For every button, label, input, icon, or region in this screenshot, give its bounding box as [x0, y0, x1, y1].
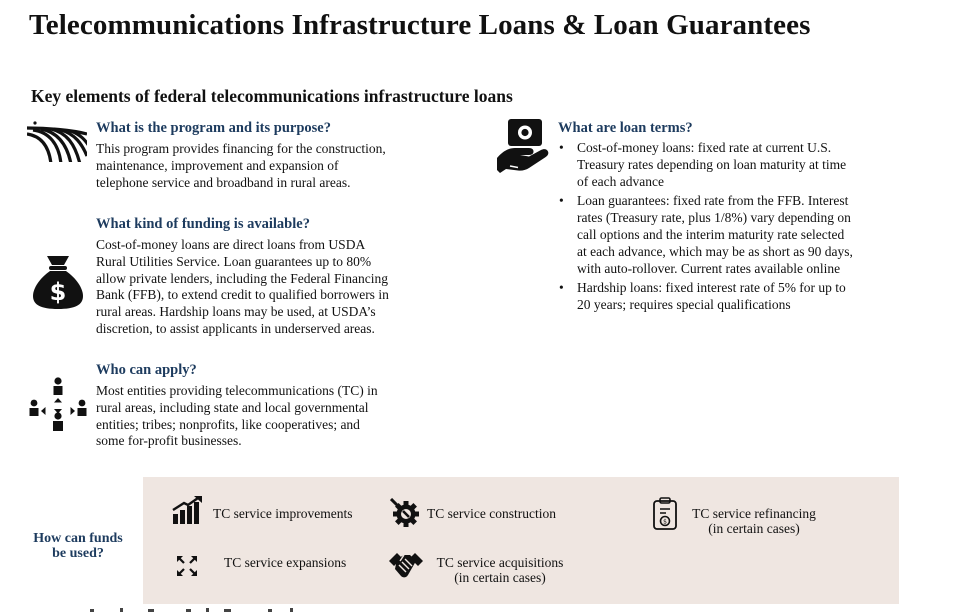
use-acquisitions	[427, 555, 573, 585]
uses-label-line: How can funds	[33, 531, 123, 546]
terms-bullet-line: 20 years; requires special qualifications	[577, 297, 791, 313]
terms-bullet-line: Cost-of-money loans: fixed rate at current U.S.	[577, 140, 832, 155]
eligibility-body	[96, 383, 436, 450]
funding-line: Bank (FFB), to extend credit to qualified borrowers in	[96, 287, 389, 303]
people-network-icon	[28, 376, 88, 432]
use-line: TC service refinancing	[692, 506, 816, 521]
terms-bullet-line: Loan guarantees: fixed rate from the FFB. Interest	[577, 193, 849, 209]
purpose-heading: What is the program and its purpose?	[96, 120, 331, 136]
eligibility-line: rural areas, including state and local governmental	[96, 399, 369, 415]
eligibility-heading: Who can apply?	[96, 362, 197, 378]
use-improvements	[213, 506, 352, 521]
terms-bullet-line: of each advance	[577, 173, 664, 189]
eligibility-line: Most entities providing telecommunications (TC) in	[96, 383, 378, 398]
bullet-glyph: •	[559, 140, 564, 155]
refinance-tag-icon	[652, 497, 680, 531]
svg-text:$: $	[49, 278, 67, 306]
purpose-body	[96, 141, 436, 191]
terms-bullet-item	[558, 140, 898, 190]
use-expansions	[224, 555, 346, 570]
gear-wrench-icon	[390, 498, 422, 530]
page-title: Telecommunications Infrastructure Loans & Loan Guarantees	[29, 9, 811, 41]
use-refinancing	[684, 506, 824, 536]
use-line: TC service acquisitions	[436, 555, 564, 570]
terms-heading: What are loan terms?	[558, 120, 693, 136]
terms-bullet-item	[558, 280, 898, 314]
uses-label	[22, 531, 134, 561]
funding-heading: What kind of funding is available?	[96, 216, 310, 232]
purpose-line: telephone service and broadband in rural areas.	[96, 174, 351, 190]
funding-line: rural areas. Hardship loans may be used, at USDA’s	[96, 304, 376, 320]
growth-chart-icon	[172, 495, 204, 525]
funding-body	[96, 237, 441, 338]
handshake-icon	[388, 548, 424, 582]
expand-arrows-icon	[176, 555, 198, 577]
svg-text:$: $	[663, 518, 667, 526]
uses-label-line: be used?	[52, 546, 104, 561]
funding-line: discretion, to assist applicants in underserved areas.	[96, 320, 375, 336]
cropped-footer-fragment	[28, 606, 328, 614]
funding-line: Cost-of-money loans are direct loans from USDA	[96, 237, 366, 252]
funding-line: allow private lenders, including the Federal Financing	[96, 270, 389, 286]
use-line: TC service expansions	[224, 555, 347, 570]
use-line: TC service improvements	[213, 506, 353, 521]
terms-bullet-list	[558, 140, 898, 317]
terms-bullet-line: rates (Treasury rate, plus 1/8%) vary depending on	[577, 210, 851, 226]
use-construction	[427, 506, 556, 521]
terms-bullet-line: Hardship loans: fixed interest rate of 5% for up to	[577, 280, 846, 296]
terms-bullet-line: Treasury rates depending on loan maturity at time	[577, 156, 847, 172]
bullet-glyph: •	[559, 193, 564, 209]
bullet-glyph: •	[559, 280, 564, 296]
use-line: (in certain cases)	[708, 521, 800, 536]
page-subtitle: Key elements of federal telecommunications infrastructure loans	[31, 86, 513, 106]
money-bag-icon	[32, 254, 84, 310]
hand-money-icon	[496, 118, 550, 174]
purpose-line: maintenance, improvement and expansion of	[96, 157, 339, 173]
terms-bullet-line: call options and the interim maturity rate selected	[577, 226, 845, 242]
terms-bullet-line: with auto-rollover. Current rates available online	[577, 260, 841, 276]
use-line: (in certain cases)	[454, 570, 546, 585]
terms-bullet-line: at each advance, which may be as short as 90 days,	[577, 243, 853, 259]
funding-line: Rural Utilities Service. Loan guarantees up to 80%	[96, 253, 372, 269]
use-line: TC service construction	[427, 506, 556, 521]
eligibility-line: some for-profit businesses.	[96, 433, 242, 449]
terms-bullet-item	[558, 193, 898, 277]
eligibility-line: entities; tribes; nonprofits, like cooperatives; and	[96, 416, 360, 432]
purpose-line: This program provides financing for the construction,	[96, 141, 386, 156]
farm-field-icon	[27, 120, 87, 162]
